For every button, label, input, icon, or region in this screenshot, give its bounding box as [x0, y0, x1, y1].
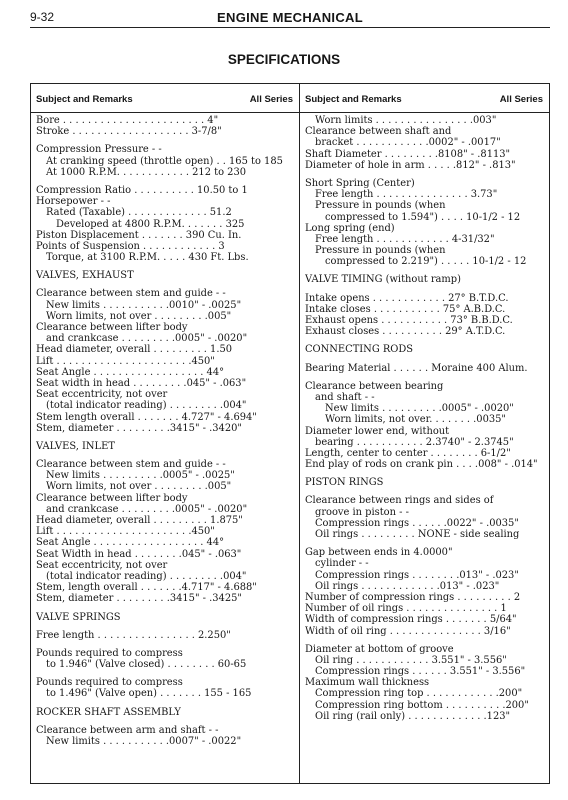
- spec-line: bracket . . . . . . . . . . . .0002" - .0017": [315, 137, 501, 149]
- spec-line: Oil rings . . . . . . . . . . . . .013" - .023": [315, 580, 500, 592]
- spec-line: bearing . . . . . . . . . . . 2.3740" - 2.3745": [315, 436, 514, 448]
- spacer: [305, 470, 544, 477]
- spec-line: Oil ring . . . . . . . . . . . . 3.551" - 3.556": [315, 654, 507, 666]
- spacer: [36, 605, 294, 612]
- specifications-table: [30, 83, 550, 784]
- spec-line: to 1.946" (Valve closed) . . . . . . . . 60-65: [46, 659, 247, 671]
- spec-line: Gap between ends in 4.0000": [305, 547, 453, 559]
- spec-line: Rated (Taxable) . . . . . . . . . . . . . 51.2: [46, 207, 232, 219]
- spec-line: New limits . . . . . . . . . . .0010" - .0025": [46, 299, 242, 311]
- spec-line: Number of compression rings . . . . . . . . . 2: [305, 591, 521, 603]
- spec-line: ROCKER SHAFT ASSEMBLY: [36, 706, 181, 718]
- spacer: [36, 434, 294, 441]
- series-heading: All Series: [499, 94, 543, 105]
- spec-line: Seat eccentricity, not over: [36, 559, 168, 571]
- spacer: [305, 488, 544, 495]
- spec-line: New limits . . . . . . . . . . .0007" - .0022": [46, 736, 242, 747]
- spec-line: Compression ring bottom . . . . . . . . . .200": [315, 699, 529, 711]
- spec-line: Worn limits . . . . . . . . . . . . . . . .003": [315, 115, 497, 126]
- spec-line: (total indicator reading) . . . . . . . . .004": [46, 570, 247, 582]
- spacer: [36, 670, 294, 677]
- spec-line: Clearance between stem and guide - -: [36, 288, 226, 300]
- spec-line: Clearance between lifter body: [36, 492, 188, 504]
- spec-line: Diameter at bottom of groove: [305, 643, 454, 655]
- spec-line: Maximum wall thickness: [305, 677, 430, 689]
- spec-line: (total indicator reading) . . . . . . . . .004": [46, 400, 247, 412]
- spec-line: Worn limits, not over . . . . . . . . .005": [46, 481, 232, 493]
- spec-line: Length, center to center . . . . . . . . 6-1/2": [305, 447, 511, 459]
- subject-heading: Subject and Remarks: [305, 94, 402, 105]
- spec-line: Exhaust opens . . . . . . . . . . . 73° B.B.D.C.: [305, 315, 513, 326]
- spacer: [36, 641, 294, 648]
- spec-line: Seat Angle . . . . . . . . . . . . . . . . . . 44°: [36, 366, 225, 378]
- spec-line: CONNECTING RODS: [305, 344, 414, 356]
- spec-line: Compression Pressure - -: [36, 144, 162, 156]
- spec-line: Points of Suspension . . . . . . . . . . . . 3: [36, 240, 225, 252]
- spec-line: compressed to 2.219") . . . . . 10-1/2 - 12: [325, 256, 527, 268]
- spec-line: Horsepower - -: [36, 196, 111, 208]
- spec-line: Pressure in pounds (when: [315, 200, 446, 212]
- spec-line: Clearance between bearing: [305, 380, 444, 392]
- spec-line: Seat Angle . . . . . . . . . . . . . . . . . . 44°: [36, 537, 225, 549]
- spec-line: Exhaust closes . . . . . . . . . . 29° A.T.D.C.: [305, 326, 506, 338]
- spec-line: Oil rings . . . . . . . . . NONE - side sealing: [315, 529, 520, 540]
- spec-line: Clearance between stem and guide - -: [36, 459, 226, 471]
- spec-line: and crankcase . . . . . . . . .0005" - .0020": [46, 333, 248, 345]
- spec-line: Torque, at 3100 R.P.M. . . . . 430 Ft. Lbs.: [46, 252, 249, 264]
- spec-line: Compression rings . . . . . .0022" - .0035": [315, 517, 519, 529]
- spec-line: Seat eccentricity, not over: [36, 389, 168, 401]
- spec-line: VALVE SPRINGS: [36, 611, 121, 623]
- spec-line: groove in piston - -: [315, 506, 409, 518]
- spec-line: Stem, diameter . . . . . . . . .3415" - .3425": [36, 593, 242, 605]
- right-column-header: [300, 84, 549, 113]
- spec-line: Stem, length overall . . . . . . .4.717" - 4.688": [36, 582, 257, 594]
- series-heading: All Series: [249, 94, 293, 105]
- spec-line: At 1000 R.P.M. . . . . . . . . . . . 212 to 230: [46, 166, 247, 178]
- spec-line: Compression rings . . . . . . 3.551" - 3.556": [315, 666, 526, 678]
- spacer: [305, 356, 544, 363]
- spec-line: Intake closes . . . . . . . . . . . 75° A.B.D.C.: [305, 303, 506, 315]
- header-rule: [30, 27, 550, 28]
- spec-line: Lift . . . . . . . . . . . . . . . . . . . . . .450": [36, 526, 215, 538]
- spec-line: Seat Width in head . . . . . . . .045" - .063": [36, 548, 242, 560]
- spec-line: Diameter lower end, without: [305, 425, 450, 437]
- spec-line: Stem, diameter . . . . . . . . .3415" - .3420": [36, 422, 242, 434]
- spacer: [36, 718, 294, 725]
- spec-line: Oil ring (rail only) . . . . . . . . . . . . .123": [315, 710, 511, 722]
- spec-line: Clearance between shaft and: [305, 126, 452, 138]
- spacer: [305, 337, 544, 344]
- spec-line: Free length . . . . . . . . . . . . . . . . 2.250": [36, 629, 231, 641]
- spacer: [305, 374, 544, 381]
- page-number: 9-32: [30, 10, 55, 24]
- spacer: [305, 286, 544, 293]
- left-spec-lines: [31, 113, 299, 747]
- spec-line: PISTON RINGS: [305, 477, 384, 489]
- spec-line: and shaft - -: [315, 391, 375, 403]
- spec-line: Lift . . . . . . . . . . . . . . . . . . . . . .450": [36, 355, 215, 367]
- spec-line: compressed to 1.594") . . . . 10-1/2 - 12: [325, 211, 521, 223]
- spec-line: Number of oil rings . . . . . . . . . . . . . . . 1: [305, 603, 507, 615]
- spec-line: cylinder - -: [315, 558, 369, 570]
- spec-line: Bearing Material . . . . . . Moraine 400 Alum.: [305, 362, 528, 374]
- spec-line: Worn limits, not over . . . . . . . . .005": [46, 310, 232, 322]
- spec-line: Clearance between lifter body: [36, 322, 188, 333]
- spec-line: Width of oil ring . . . . . . . . . . . . . . . 3/16": [305, 625, 511, 637]
- spec-line: Head diameter, overall . . . . . . . . . 1.875": [36, 515, 243, 526]
- spec-line: Free length . . . . . . . . . . . . . . . 3.73": [315, 189, 498, 201]
- spec-line: New limits . . . . . . . . . .0005" - .0020": [325, 403, 514, 415]
- spec-line: Stroke . . . . . . . . . . . . . . . . . . . 3-7/8": [36, 126, 222, 138]
- spec-line: Compression ring top . . . . . . . . . . . .200": [315, 688, 523, 700]
- spec-line: Seat width in head . . . . . . . . .045" - .063": [36, 377, 247, 389]
- spec-line: Head diameter, overall . . . . . . . . . 1.50: [36, 344, 233, 356]
- spec-line: VALVES, EXHAUST: [36, 270, 134, 282]
- spec-line: to 1.496" (Valve open) . . . . . . . 155 - 165: [46, 688, 252, 700]
- spec-line: New limits . . . . . . . . . .0005" - .0025": [46, 470, 235, 482]
- spec-line: Free length . . . . . . . . . . . . 4-31/32": [315, 233, 495, 245]
- spec-line: Long spring (end): [305, 222, 395, 234]
- spacer: [305, 171, 544, 178]
- subject-heading: Subject and Remarks: [36, 94, 133, 105]
- spec-line: Diameter of hole in arm . . . . .812" - .813": [305, 159, 516, 171]
- spacer: [305, 267, 544, 274]
- spec-line: VALVE TIMING (without ramp): [305, 274, 461, 286]
- spec-line: Stem length overall . . . . . . . 4.727" - 4.694": [36, 411, 257, 423]
- spec-line: Short Spring (Center): [305, 177, 415, 189]
- spec-line: Piston Displacement . . . . . . . 390 Cu. In.: [36, 229, 242, 241]
- left-column-header: [31, 84, 299, 113]
- spacer: [36, 178, 294, 185]
- spacer: [305, 540, 544, 547]
- spec-line: Intake opens . . . . . . . . . . . . 27° B.T.D.C.: [305, 292, 509, 304]
- spec-line: Width of compression rings . . . . . . . 5/64": [305, 614, 517, 626]
- right-column: [300, 84, 549, 783]
- spec-line: Pounds required to compress: [36, 677, 183, 689]
- spacer: [36, 281, 294, 288]
- spec-line: Developed at 4800 R.P.M. . . . . . . 325: [56, 218, 245, 230]
- spec-line: End play of rods on crank pin . . . .008" - .014": [305, 459, 538, 471]
- spec-line: Pressure in pounds (when: [315, 245, 446, 257]
- spec-line: Worn limits, not over. . . . . . . .0035": [325, 414, 506, 426]
- chapter-title: ENGINE MECHANICAL: [217, 10, 363, 25]
- spacer: [36, 263, 294, 270]
- spacer: [36, 452, 294, 459]
- spec-line: Shaft Diameter . . . . . . . . .8108" - .8113": [305, 148, 511, 160]
- page-header: [30, 10, 550, 26]
- spec-line: Compression rings . . . . . . . .013" - .023": [315, 569, 519, 581]
- spec-line: Clearance between arm and shaft - -: [36, 724, 219, 736]
- spacer: [305, 637, 544, 644]
- left-column: [31, 84, 300, 783]
- spec-line: Clearance between rings and sides of: [305, 495, 494, 507]
- spec-line: At cranking speed (throttle open) . . 165 to 185: [46, 155, 283, 167]
- spacer: [36, 137, 294, 144]
- spec-line: VALVES, INLET: [36, 440, 115, 452]
- spacer: [36, 700, 294, 707]
- page-title: SPECIFICATIONS: [227, 52, 341, 67]
- spec-line: Bore . . . . . . . . . . . . . . . . . . . . . . . 4": [36, 115, 219, 126]
- spacer: [36, 623, 294, 630]
- spec-line: Compression Ratio . . . . . . . . . . 10.50 to 1: [36, 184, 248, 196]
- spec-line: Pounds required to compress: [36, 647, 183, 659]
- spec-line: and crankcase . . . . . . . . .0005" - .0020": [46, 503, 248, 515]
- right-spec-lines: [300, 113, 549, 722]
